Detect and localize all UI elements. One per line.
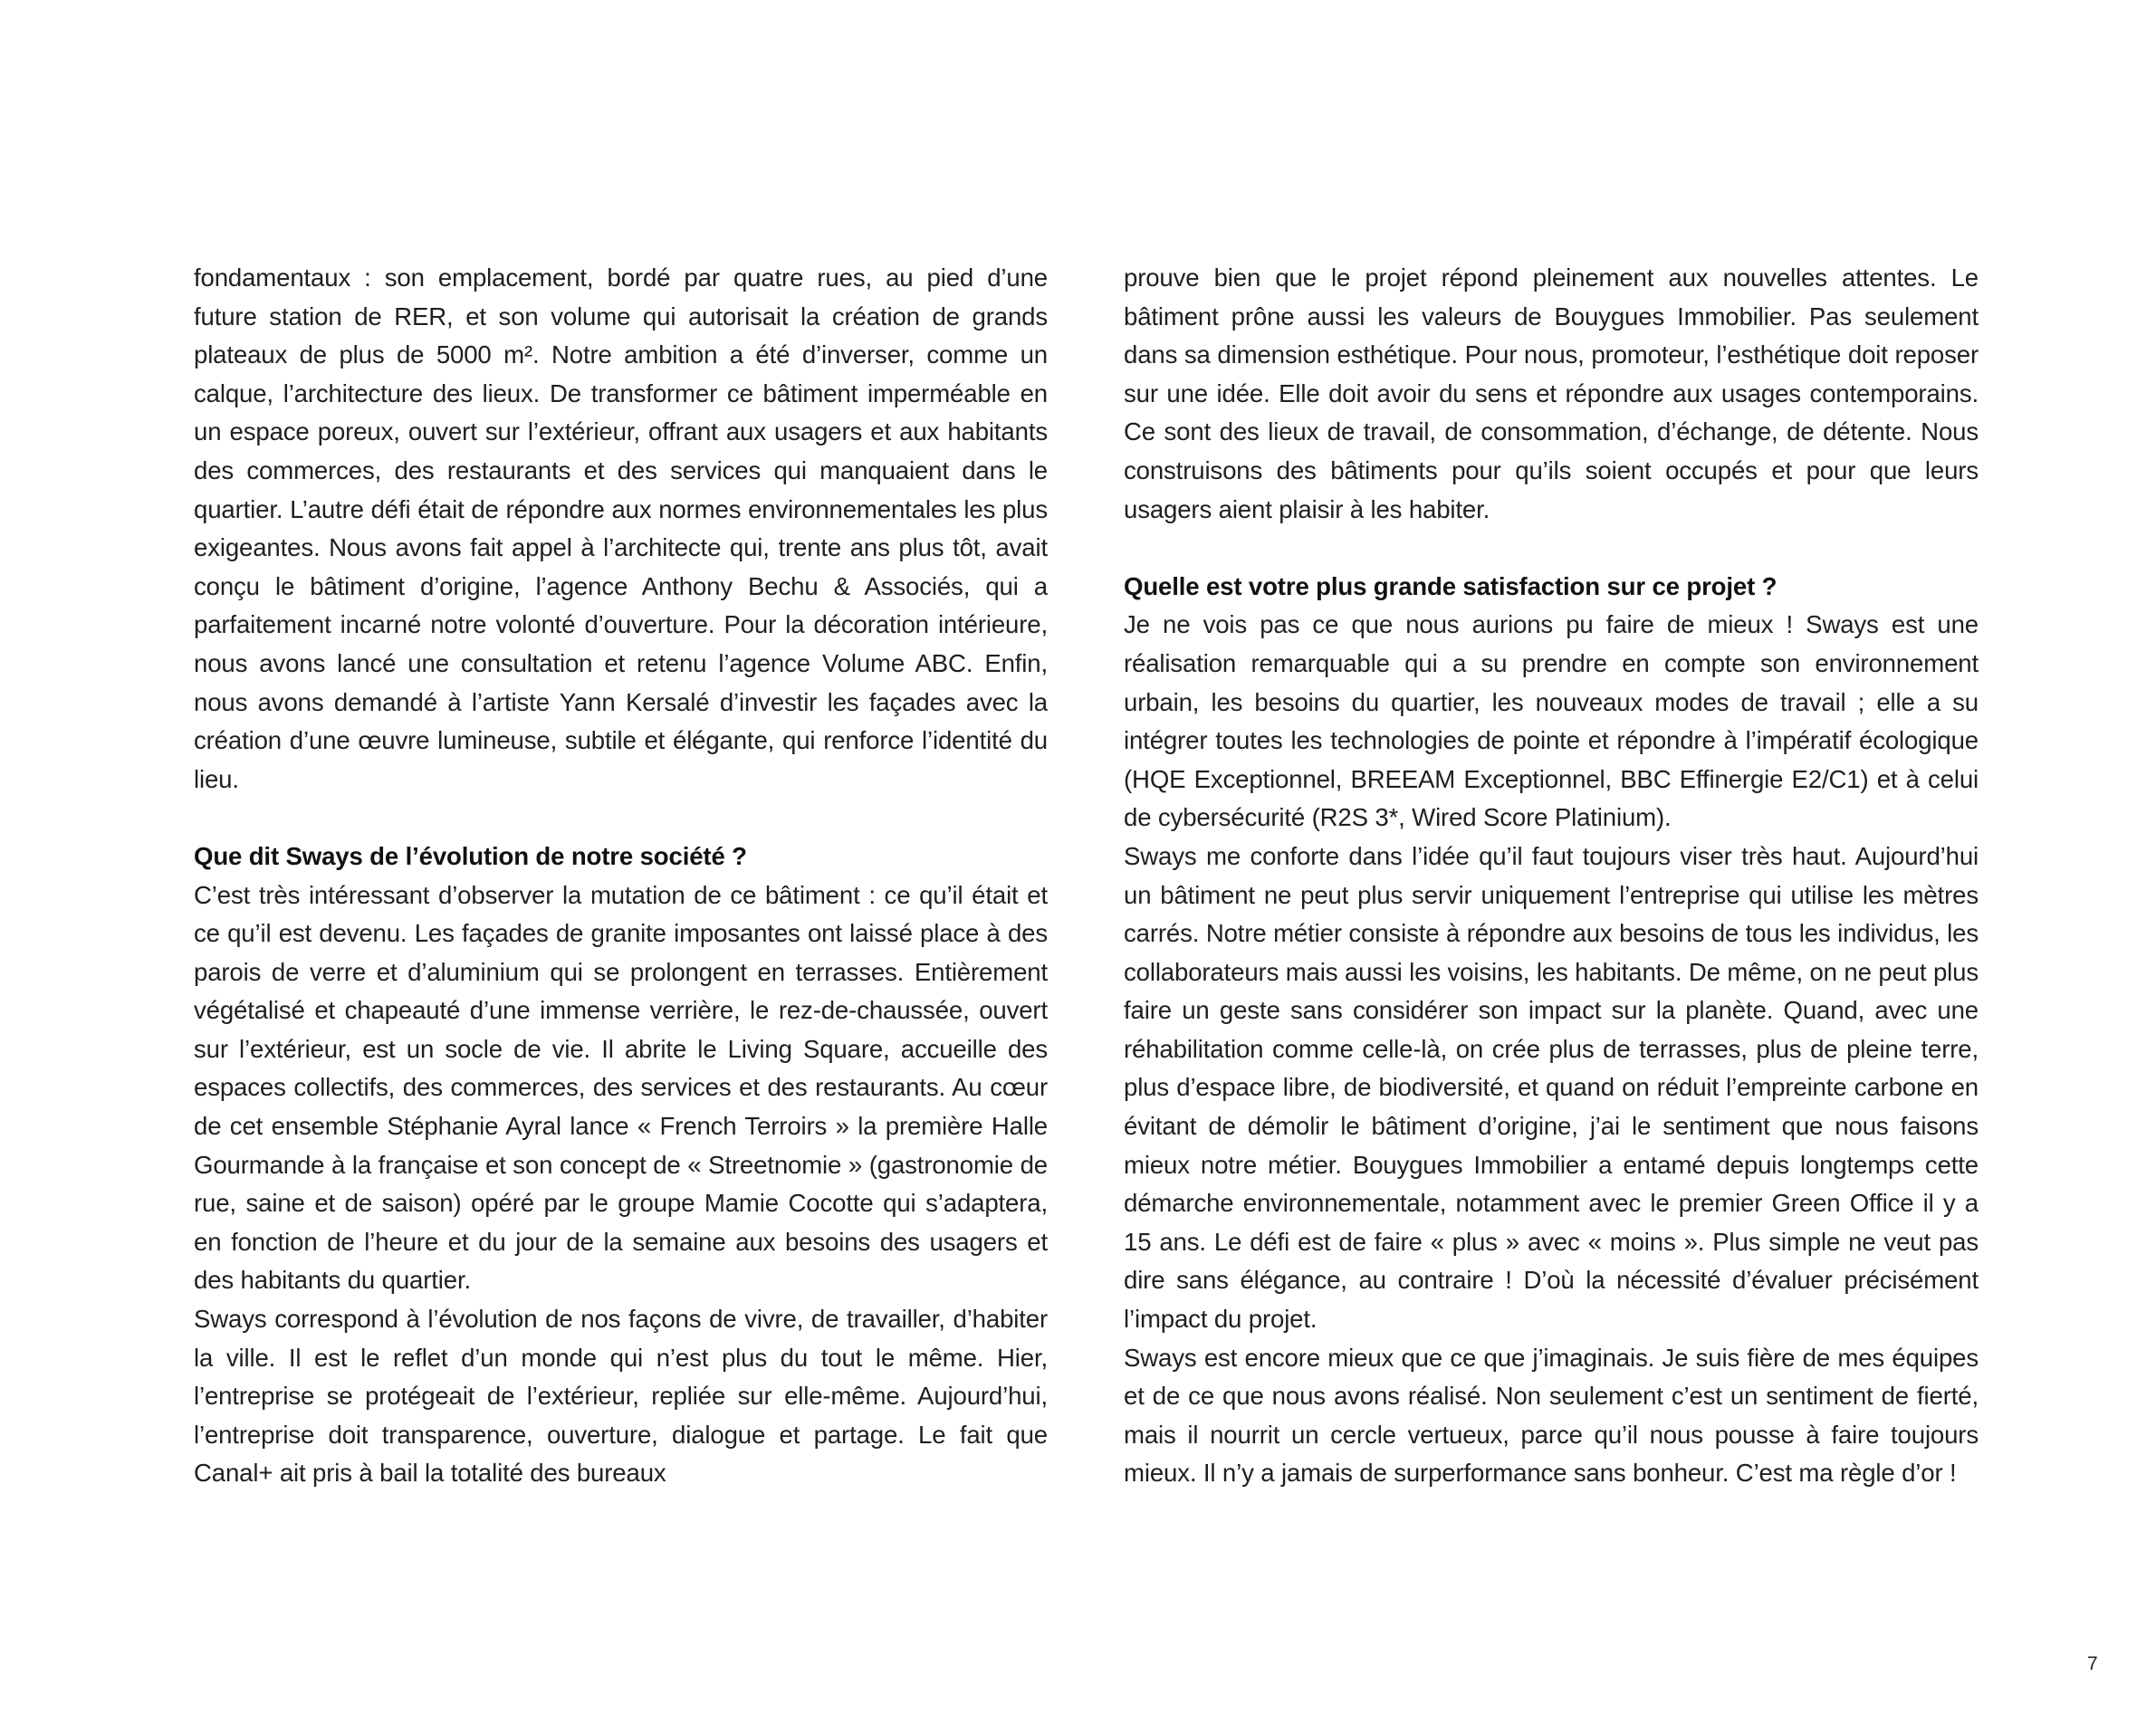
- section-heading: Quelle est votre plus grande satisfaction sur ce projet ?: [1124, 571, 1778, 600]
- body-paragraph: Sways me conforte dans l’idée qu’il faut toujours viser très haut. Aujourd’hui un bâtiment ne peut plus servir uniquement l’entreprise qui utilise les mètres carrés. Notre métier consiste à répondre aux besoins de tous les individus, les collaborateurs mais aussi les voisins, les habitants. De même, on ne peut plus faire un geste sans considérer son impact sur la planète. Quand, avec une réhabilitation comme celle-là, on crée plus de terrasses, plus de pleine terre, plus d’espace libre, de biodiversité, et quand on réduit l’empreinte carbone en évitant de démolir le bâtiment d’origine, j’ai le sentiment que nous faisons mieux notre métier. Bouygues Immobilier a entamé depuis longtemps cette démarche environnementale, notamment avec le premier Green Office il y a 15 ans. Le défi est de faire « plus » avec « moins ». Plus simple ne veut pas dire sans élégance, au contraire ! D’où la nécessité d’évaluer précisément l’impact du projet.: [1124, 841, 1979, 1334]
- body-paragraph: Je ne vois pas ce que nous aurions pu faire de mieux ! Sways est une réalisation remarquable qui a su prendre en compte son environnement urbain, les besoins du quartier, les nouveaux modes de travail ; elle a su intégrer toutes les technologies de pointe et répondre à l’impératif écologique (HQE Exceptionnel, BREEAM Exceptionnel, BBC Effinergie E2/C1) et à celui de cybersécurité (R2S 3*, Wired Score Platinium).: [1124, 610, 1979, 832]
- page-number: 7: [2087, 1653, 2098, 1674]
- body-paragraph: Sways est encore mieux que ce que j’imaginais. Je suis fière de mes équipes et de ce que nous avons réalisé. Non seulement c’est un sentiment de fierté, mais il nourrit un cercle vertueux, parce qu’il nous pousse à faire toujours mieux. Il n’y a jamais de surperformance sans bonheur. C’est ma règle d’or !: [1124, 1343, 1979, 1488]
- body-paragraph: fondamentaux : son emplacement, bordé par quatre rues, au pied d’une future station de RER, et son volume qui autorisait la création de grands plateaux de plus de 5000 m². Notre ambition a été d’inverser, comme un calque, l’architecture des lieux. De transformer ce bâtiment imperméable en un espace poreux, ouvert sur l’extérieur, offrant aux usagers et aux habitants des commerces, des restaurants et des services qui manquaient dans le quartier. L’autre défi était de répondre aux normes environnementales les plus exigeantes. Nous avons fait appel à l’architecte qui, trente ans plus tôt, avait conçu le bâtiment d’origine, l’agence Anthony Bechu & Associés, qui a parfaitement incarné notre volonté d’ouverture. Pour la décoration intérieure, nous avons lancé une consultation et retenu l’agence Volume ABC. Enfin, nous avons demandé à l’artiste Yann Kersalé d’investir les façades avec la création d’une œuvre lumineuse, subtile et élégante, qui renforce l’identité du lieu.: [194, 263, 1048, 793]
- body-paragraph: Sways correspond à l’évolution de nos façons de vivre, de travailler, d’habiter la ville. Il est le reflet d’un monde qui n’est plus du tout le même. Hier, l’entreprise se protégeait de l’extérieur, repliée sur elle-même. Aujourd’hui, l’entreprise doit transparence, ouverture, dialogue et partage. Le fait que Canal+ ait pris à bail la totalité des bureaux: [194, 1305, 1048, 1488]
- body-paragraph: C’est très intéressant d’observer la mutation de ce bâtiment : ce qu’il était et ce qu’il est devenu. Les façades de granite imposantes ont laissé place à des parois de verre et d’aluminium qui se prolongent en terrasses. Entièrement végétalisé et chapeauté d’une immense verrière, le rez-de-chaussée, ouvert sur l’extérieur, est un socle de vie. Il abrite le Living Square, accueille des espaces collectifs, des commerces, des services et des restaurants. Au cœur de cet ensemble Stéphanie Ayral lance « French Terroirs » la première Halle Gourmande à la française et son concept de « Streetnomie » (gastronomie de rue, saine et de saison) opéré par le groupe Mamie Cocotte qui s’adaptera, en fonction de l’heure et du jour de la semaine aux besoins des usagers et des habitants du quartier.: [194, 880, 1048, 1295]
- section-heading: Que dit Sways de l’évolution de notre société ?: [194, 841, 747, 870]
- right-text-column: [1124, 259, 1979, 1493]
- body-paragraph: prouve bien que le projet répond pleinement aux nouvelles attentes. Le bâtiment prône aussi les valeurs de Bouygues Immobilier. Pas seulement dans sa dimension esthétique. Pour nous, promoteur, l’esthétique doit reposer sur une idée. Elle doit avoir du sens et répondre aux usages contemporains. Ce sont des lieux de travail, de consommation, d’échange, de détente. Nous construisons des bâtiments pour qu’ils soient occupés et pour que leurs usagers aient plaisir à les habiter.: [1124, 263, 1979, 523]
- left-text-column: [194, 259, 1048, 1493]
